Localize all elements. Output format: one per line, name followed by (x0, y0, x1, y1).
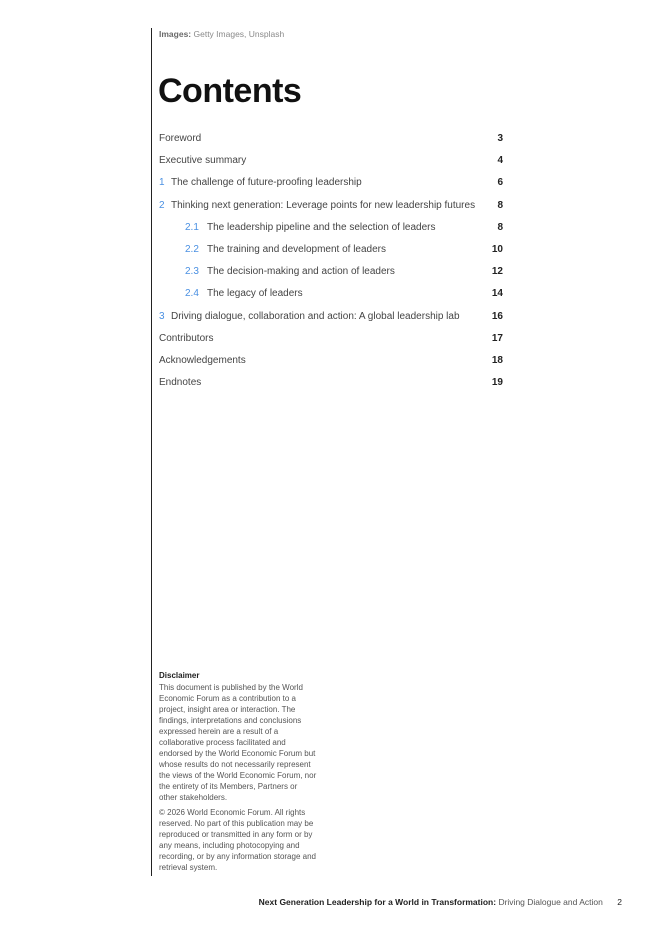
toc-entry-title: Executive summary (159, 155, 247, 167)
toc-section-number: 2.4 (185, 288, 199, 300)
toc-page-number: 8 (497, 221, 503, 233)
page-footer (259, 897, 622, 907)
toc-section-number: 1 (159, 177, 165, 189)
toc-entry[interactable] (159, 128, 503, 150)
toc-section-number: 2 (159, 199, 165, 211)
margin-rule (151, 28, 152, 876)
toc-section-number: 2.2 (185, 243, 199, 255)
toc-entry[interactable] (159, 172, 503, 194)
toc-entry[interactable] (159, 195, 503, 217)
toc-page-number: 3 (497, 133, 503, 144)
toc-page-number: 14 (491, 288, 503, 300)
disclaimer-paragraph: This document is published by the World Economic Forum as a contribution to a project, insight area or interaction. The findings, interpretations and conclusions expressed herein are a result of a collaborative process facilitated and endorsed by the World Economic Forum but whose results do not necessarily represent the views of the World Economic Forum, nor the entirety of its Members, Partners or other stakeholders. (159, 683, 317, 802)
toc-section-number: 2.1 (185, 221, 199, 233)
toc-entry[interactable] (159, 328, 503, 350)
toc-entry-title: The training and development of leaders (207, 243, 387, 255)
toc-entry[interactable] (159, 306, 503, 328)
toc-section-number: 3 (159, 310, 165, 322)
toc-page-number: 8 (497, 199, 503, 211)
image-credits (159, 29, 284, 39)
footer-report-title: Next Generation Leadership for a World in Transformation: (258, 897, 497, 907)
disclaimer (159, 670, 319, 877)
toc-page-number: 10 (491, 243, 503, 255)
toc-page-number: 4 (497, 155, 503, 167)
image-credits-text: Getty Images, Unsplash (193, 29, 285, 39)
toc-subentry[interactable] (159, 261, 503, 283)
toc-entry[interactable] (159, 372, 503, 394)
toc-entry-title: The challenge of future-proofing leadership (171, 177, 362, 189)
disclaimer-heading: Disclaimer (159, 671, 200, 680)
toc-subentry[interactable] (159, 283, 503, 305)
toc-entry-title: Foreword (159, 133, 202, 144)
toc-entry-title: The legacy of leaders (207, 288, 303, 300)
toc-page-number: 6 (497, 177, 503, 189)
toc-page-number: 18 (491, 354, 503, 366)
toc-entry-title: The decision-making and action of leaders (207, 266, 395, 278)
toc-entry-title: The leadership pipeline and the selection of leaders (207, 221, 436, 233)
image-credits-label: Images: (159, 29, 192, 39)
toc-page-number: 17 (491, 332, 503, 344)
toc-entry-title: Acknowledgements (159, 354, 246, 366)
toc-entry-title: Driving dialogue, collaboration and action: A global leadership lab (171, 310, 460, 322)
footer-report-subtitle: Driving Dialogue and Action (498, 897, 603, 907)
toc-entry[interactable] (159, 150, 503, 172)
toc-page-number: 16 (491, 310, 503, 322)
footer-page-number: 2 (617, 897, 622, 907)
copyright-paragraph: © 2026 World Economic Forum. All rights reserved. No part of this publication may be reproduced or transmitted in any form or by any means, including photocopying and recording, or by any information storage and retrieval system. (159, 808, 316, 872)
toc-subentry[interactable] (159, 239, 503, 261)
toc-page-number: 12 (491, 266, 503, 278)
toc-entry-title: Thinking next generation: Leverage points for new leadership futures (171, 199, 476, 211)
toc-entry[interactable] (159, 350, 503, 372)
toc-entry-title: Contributors (159, 332, 214, 344)
table-of-contents (159, 128, 503, 394)
toc-entry-title: Endnotes (159, 377, 202, 389)
page-title: Contents (158, 72, 302, 110)
toc-section-number: 2.3 (185, 266, 199, 278)
toc-page-number: 19 (491, 377, 503, 389)
toc-subentry[interactable] (159, 217, 503, 239)
